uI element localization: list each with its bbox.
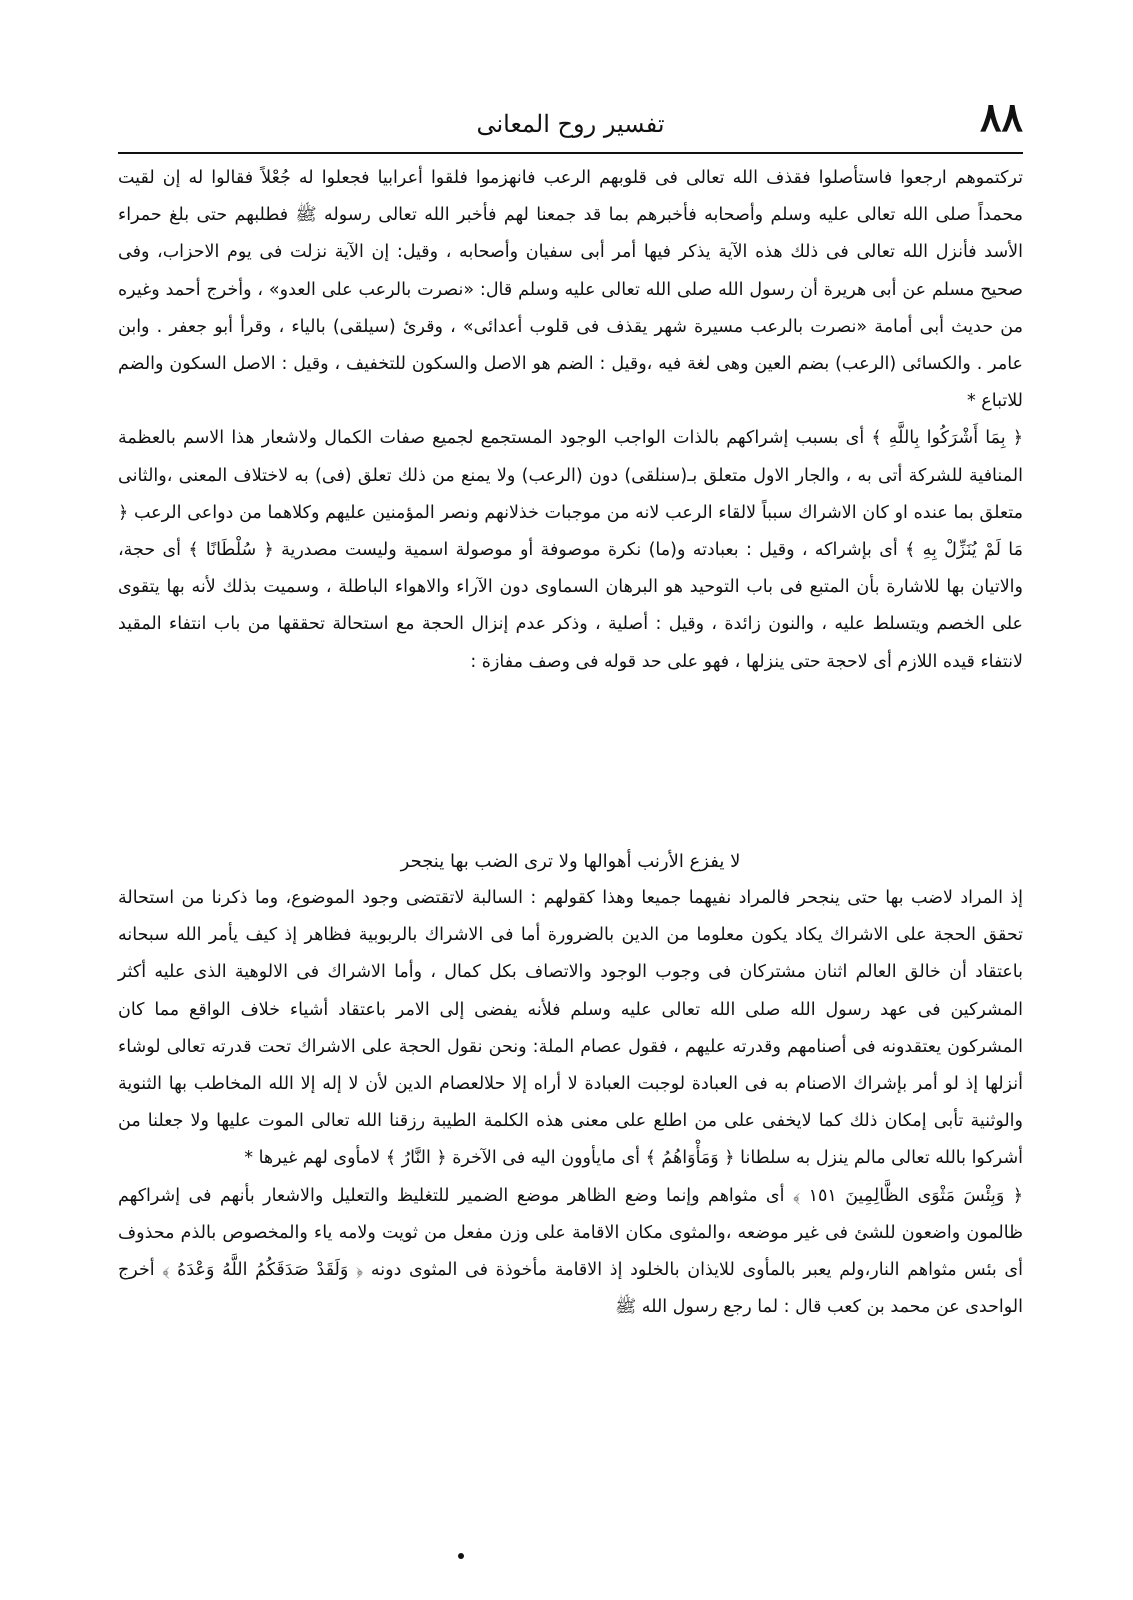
poetry-verse: لا يفزع الأرنب أهوالها ولا ترى الضب بها ينجحر [400, 851, 741, 872]
ink-dot [458, 1553, 464, 1559]
paragraph: ﴿ بِمَا أَشْرَكُوا بِاللَّهِ ﴾ أى بسبب إشراكهم بالذات الواجب الوجود المستجمع لجميع صفات الكمال ولاشعار هذا الاسم بالعظمة المنافية للشركة أتى به ، والجار الاول متعلق بـ(سنلقى) دون (الرعب) ولا يمنع من ذلك تعلق (فى) به لاختلاف المعنى ،والثانى متعلق بما عنده او كان الاشراك سبباً لالقاء الرعب لانه من موجبات خذلانهم ونصر المؤمنين عليهم وكلاهما من دواعى الرعب ﴿ مَا لَمْ يُنَزِّلْ بِهِ ﴾ أى بإشراكه ، وقيل : بعبادته و(ما) نكرة موصوفة أو موصولة اسمية وليست مصدرية ﴿ سُلْطَانًا ﴾ أى حجة، والاتيان بها للاشارة بأن المتبع فى باب التوحيد هو البرهان السماوى دون الآراء والاهواء الباطلة ، وسميت بذلك لأنه بها يتقوى على الخصم ويتسلط عليه ، والنون زائدة ، وقيل : أصلية ، وذكر عدم إنزال الحجة مع استحالة تحققها من باب انتفاء المقيد لانتفاء قيده اللازم أى لاحجة حتى ينزلها ، فهو على حد قوله فى وصف مفازة : [118, 428, 1023, 672]
paragraph: تركتموهم ارجعوا فاستأصلوا فقذف الله تعالى فى قلوبهم الرعب فانهزموا فلقوا أعرابيا فجعلوا له جُعْلاً فقالوا له إن لقيت محمداً صلى الله تعالى عليه وسلم وأصحابه فأخبرهم بما قد جمعنا لهم فأخبر الله تعالى رسوله ﷺ فطلبهم حتى بلغ حمراء الأسد فأنزل الله تعالى فى ذلك هذه الآية يذكر فيها أمر أبى سفيان وأصحابه ، وقيل: إن الآية نزلت فى يوم الاحزاب، وفى صحيح مسلم عن أبى هريرة أن رسول الله صلى الله تعالى عليه وسلم قال: «نصرت بالرعب على العدو» ، وأخرج أحمد وغيره من حديث أبى أمامة «نصرت بالرعب مسيرة شهر يقذف فى قلوب أعدائى» ، وقرئ (سيلقى) بالياء ، وقرأ أبو جعفر . وابن عامر . والكسائى (الرعب) بضم العين وهى لغة فيه ،وقيل : الضم هو الاصل والسكون للتخفيف ، وقيل : الاصل السكون والضم للاتباع * [118, 168, 1023, 412]
header-rule [118, 152, 1023, 154]
page-header [118, 92, 1023, 152]
main-text-lower [118, 880, 1023, 1326]
running-title: تفسير روح المعانى [476, 110, 665, 138]
main-text-upper [118, 160, 1023, 681]
paragraph: إذ المراد لاضب بها حتى ينجحر فالمراد نفيهما جميعا وهذا كقولهم : السالبة لاتقتضى وجود الموضوع، وما ذكرنا من استحالة تحقق الحجة على الاشراك يكاد يكون معلوما من الدين بالضرورة أما فى الاشراك بالربوبية فظاهر إذ كيف يأمر الله سبحانه باعتقاد أن خالق العالم اثنان مشتركان فى وجوب الوجود والاتصاف بكل كمال ، وأما الاشراك فى الالوهية الذى عليه أكثر المشركين فى عهد رسول الله صلى الله تعالى عليه وسلم فلأنه يفضى إلى الامر باعتقاد أشياء خلاف الواقع مما كان المشركون يعتقدونه فى أصنامهم وقدرته عليهم ، فقول عصام الملة: ونحن نقول الحجة على الاشراك تحت قدرته تعالى لوشاء أنزلها إذ لو أمر بإشراك الاصنام به فى العبادة لوجبت العبادة لا أراه إلا حلالعصام الدين لأن لا إله إلا الله المخاطب بها الثنوية والوثنية تأبى إمكان ذلك كما لايخفى على من اطلع على معنى هذه الكلمة الطيبة رزقنا الله تعالى الموت عليها ولا جعلنا من أشركوا بالله تعالى مالم ينزل به سلطانا ﴿ وَمَأْوَاهُمُ ﴾ أى مايأوون اليه فى الآخرة ﴿ النَّارُ ﴾ لامأوى لهم غيرها * [118, 888, 1023, 1169]
page-number: ٨٨ [980, 94, 1023, 141]
paragraph: ﴿ وَبِئْسَ مَثْوَى الظَّالِمِينَ ١٥١ ﴾ أى مثواهم وإنما وضع الظاهر موضع الضمير للتغليظ والتعليل والاشعار بأنهم فى إشراكهم ظالمون واضعون للشئ فى غير موضعه ،والمثوى مكان الاقامة على وزن مفعل من ثويت ولامه ياء والمخصوص بالذم محذوف أى بئس مثواهم النار،ولم يعبر بالمأوى للايذان بالخلود إذ الاقامة مأخوذة فى المثوى دونه ﴿ وَلَقَدْ صَدَقَكُمُ اللَّهُ وَعْدَهُ ﴾ أخرج الواحدى عن محمد بن كعب قال : لما رجع رسول الله ﷺ [118, 1185, 1023, 1318]
